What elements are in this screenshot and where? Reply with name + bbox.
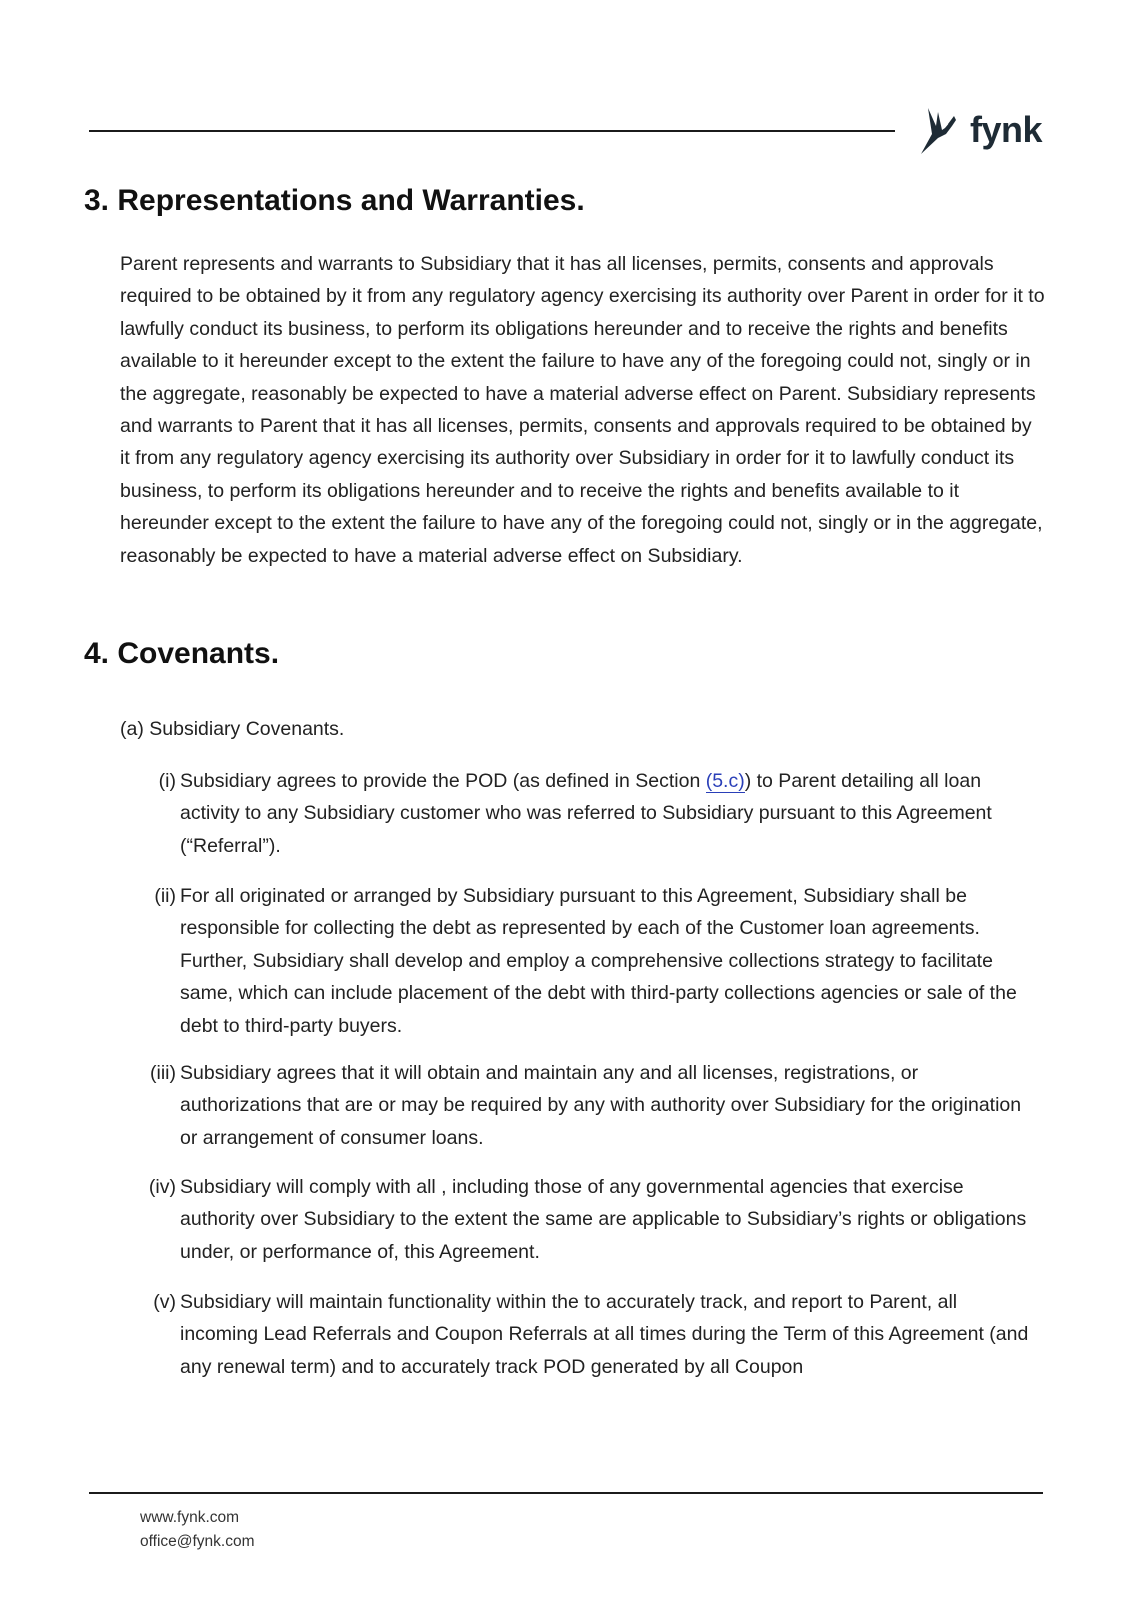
brand-name: fynk — [970, 109, 1043, 150]
footer-email[interactable]: office@fynk.com — [140, 1533, 255, 1550]
brand-logo — [918, 104, 1042, 156]
covenant-item-v — [153, 1286, 1040, 1383]
section-4-heading: 4. Covenants. — [84, 637, 280, 670]
item-text: Subsidiary will comply with all , including those of any governmental agencies that exercise authority over Subsidiary to the extent the same are applicable to Subsidiary’s rights or obligations under, or performance of, this Agreement. — [180, 1176, 1027, 1263]
section-5c-link[interactable]: (5.c) — [705, 770, 745, 792]
item-number: (iv) — [148, 1176, 176, 1198]
footer-website[interactable]: www.fynk.com — [140, 1509, 240, 1526]
item-number: (v) — [153, 1291, 176, 1313]
item-number: (i) — [158, 770, 176, 792]
section-3-body: Parent represents and warrants to Subsidiary that it has all licenses, permits, consents and approvals required to be obtained by it from any regulatory agency exercising its authority over Parent in order for it to lawfully conduct its business, to perform its obligations hereunder and to receive the rights and benefits available to it hereunder except to the extent the failure to have any of the foregoing could not, singly or in the aggregate, reasonably be expected to have a material adverse effect on Parent. Subsidiary represents and warrants to Parent that it has all licenses, permits, consents and approvals required to be obtained by it from any regulatory agency exercising its authority over Subsidiary in order for it to lawfully conduct its business, to perform its obligations hereunder and to receive the rights and benefits available to it hereunder except to the extent the failure to have any of the foregoing could not, singly or in the aggregate, reasonably be expected to have a material adverse effect on Subsidiary. — [120, 253, 1045, 567]
section-4a-subheading: (a) Subsidiary Covenants. — [120, 718, 345, 740]
covenant-item-iv — [148, 1171, 1040, 1268]
bird-logo-icon — [918, 104, 964, 156]
item-text-before-link: Subsidiary agrees to provide the POD (as defined in Section — [180, 770, 706, 792]
item-text: Subsidiary will maintain functionality within the to accurately track, and report to Parent, all incoming Lead Referrals and Coupon Referrals at all times during the Term of this Agreement (and any renewal term) and to accurately track POD generated by all Coupon — [180, 1291, 1029, 1378]
covenant-item-iii — [150, 1057, 1040, 1154]
header-divider — [89, 130, 895, 132]
footer-divider — [89, 1492, 1043, 1494]
item-number: (iii) — [150, 1062, 176, 1084]
item-number: (ii) — [154, 885, 176, 907]
covenant-item-ii — [154, 880, 1040, 1042]
item-text: For all originated or arranged by Subsidiary pursuant to this Agreement, Subsidiary shall be responsible for collecting the debt as represented by each of the Customer loan agreements. Further, Subsidiary shall develop and employ a comprehensive collections strategy to facilitate same, which can include placement of the debt with third-party collections agencies or sale of the debt to third-party buyers. — [180, 885, 1017, 1037]
covenant-item-i — [158, 765, 1040, 862]
item-text-after-link: ) to Parent detailing all loan activity to any Subsidiary customer who was referred to Subsidiary pursuant to this Agreement (“Referral”). — [180, 770, 992, 857]
section-3-heading: 3. Representations and Warranties. — [84, 184, 585, 217]
item-text: Subsidiary agrees that it will obtain and maintain any and all licenses, registrations, or authorizations that are or may be required by any with authority over Subsidiary for the origination or arrangement of consumer loans. — [180, 1062, 1022, 1149]
footer-contact — [140, 1506, 255, 1554]
